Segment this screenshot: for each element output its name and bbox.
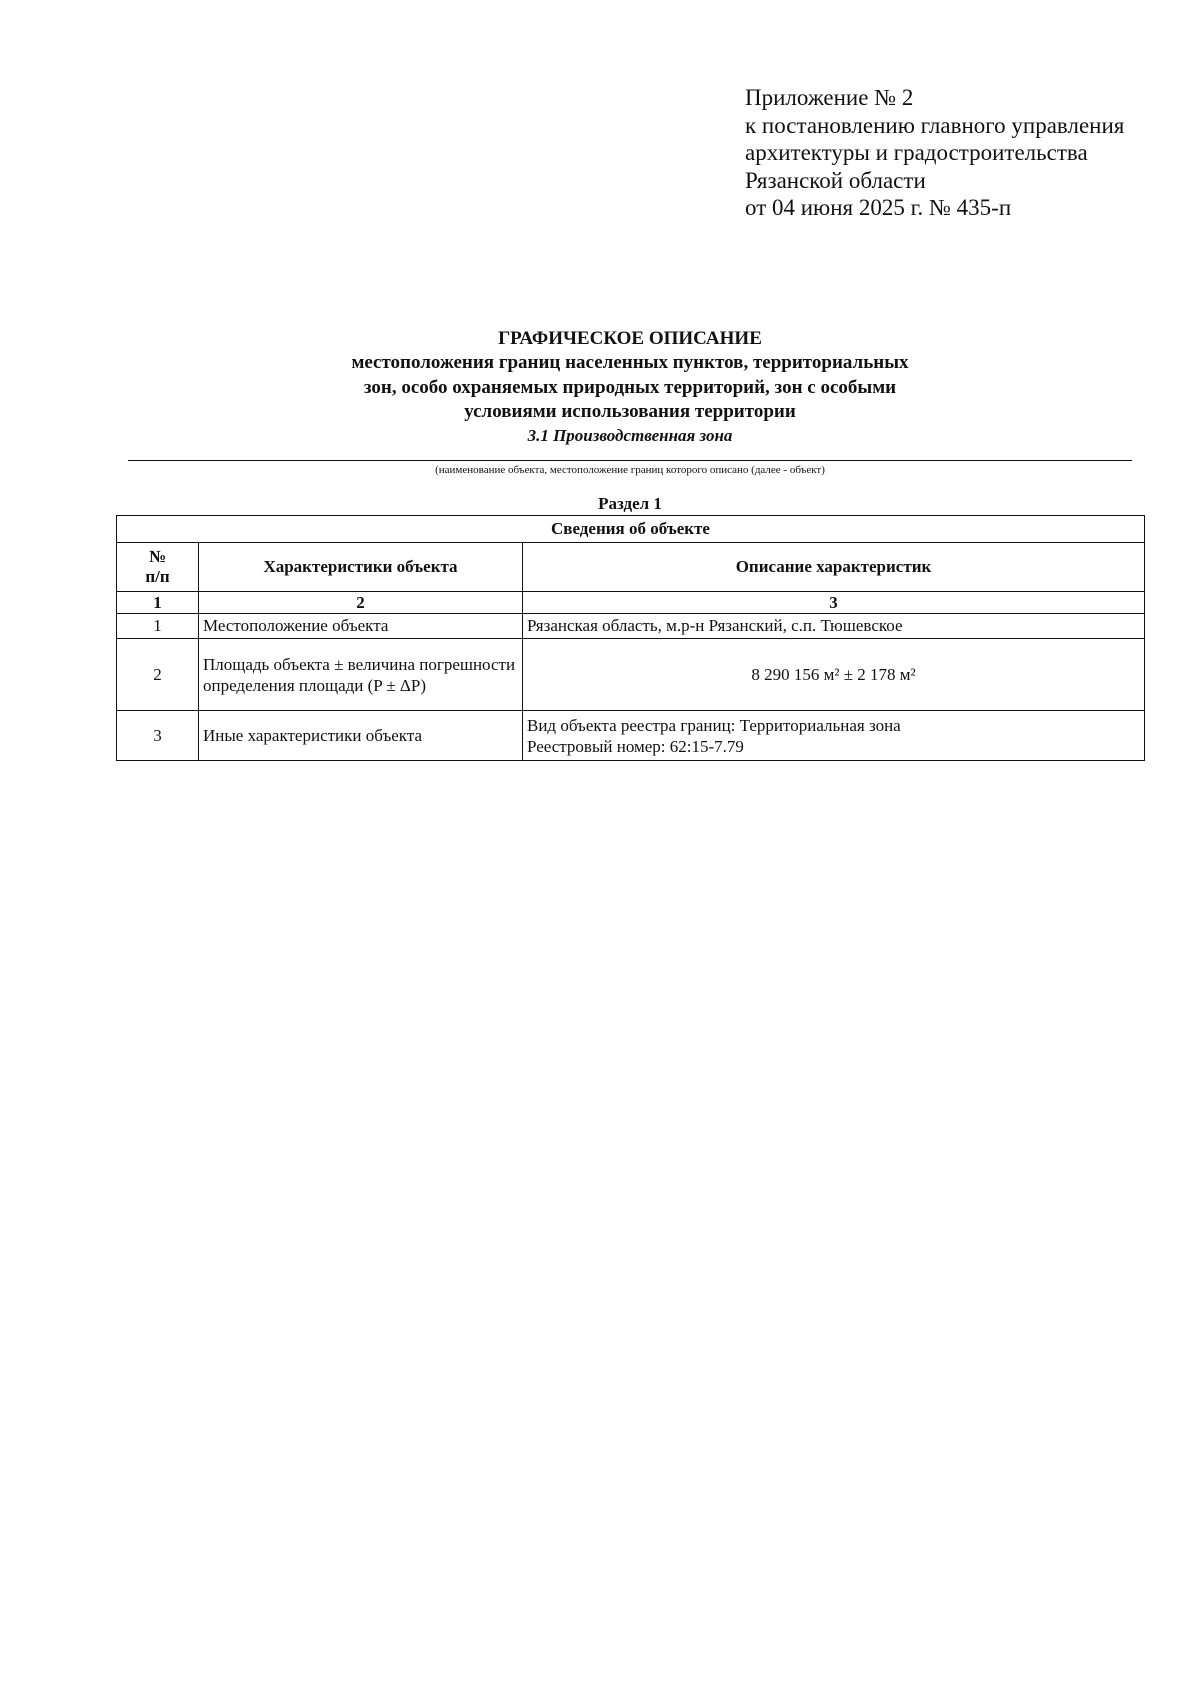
object-info-table	[116, 515, 1145, 761]
document-title-block	[130, 327, 1130, 447]
object-name-underline	[128, 460, 1132, 461]
row-description-line: Вид объекта реестра границ: Территориальная зона	[527, 715, 901, 735]
document-title: ГРАФИЧЕСКОЕ ОПИСАНИЕ	[498, 328, 762, 349]
section-title: Раздел 1	[598, 494, 662, 513]
table-header-row	[117, 543, 1145, 592]
table-row	[117, 614, 1145, 639]
table-caption-row	[117, 516, 1145, 543]
appendix-line: архитектуры и градостроительства	[745, 140, 1088, 165]
appendix-line: Приложение № 2	[745, 85, 914, 110]
header-description: Описание характеристик	[523, 543, 1145, 592]
document-subtitle-line: зон, особо охраняемых природных территорий, зон с особыми	[363, 376, 897, 398]
appendix-line: к постановлению главного управления	[745, 112, 1125, 138]
appendix-block	[745, 84, 1124, 222]
column-number-row	[117, 592, 1145, 614]
appendix-line: Рязанской области	[745, 167, 926, 193]
table-row	[117, 711, 1145, 761]
column-number: 1	[117, 592, 199, 614]
appendix-line: от 04 июня 2025 г. № 435-п	[745, 195, 1012, 220]
document-subtitle-line: условиями использования территории	[464, 401, 796, 422]
row-number: 1	[117, 614, 199, 639]
row-number: 3	[117, 711, 199, 761]
row-description	[523, 711, 1145, 761]
row-characteristic: Местоположение объекта	[199, 614, 523, 639]
header-characteristic: Характеристики объекта	[199, 543, 523, 592]
row-description: 8 290 156 м² ± 2 178 м²	[523, 639, 1145, 711]
document-subtitle-line: местоположения границ населенных пунктов, территориальных	[351, 352, 909, 373]
row-number: 2	[117, 639, 199, 711]
object-name-caption: (наименование объекта, местоположение границ которого описано (далее - объект)	[435, 464, 825, 476]
column-number: 3	[523, 592, 1145, 614]
row-description: Рязанская область, м.р-н Рязанский, с.п. Тюшевское	[523, 614, 1145, 639]
object-name: 3.1 Производственная зона	[527, 425, 733, 445]
row-characteristic: Площадь объекта ± величина погрешности определения площади (P ± ΔP)	[199, 639, 523, 711]
row-characteristic: Иные характеристики объекта	[199, 711, 523, 761]
table-caption: Сведения об объекте	[117, 516, 1145, 543]
column-number: 2	[199, 592, 523, 614]
table-row	[117, 639, 1145, 711]
row-description-line: Реестровый номер: 62:15-7.79	[527, 736, 744, 756]
header-number: № п/п	[117, 543, 199, 592]
